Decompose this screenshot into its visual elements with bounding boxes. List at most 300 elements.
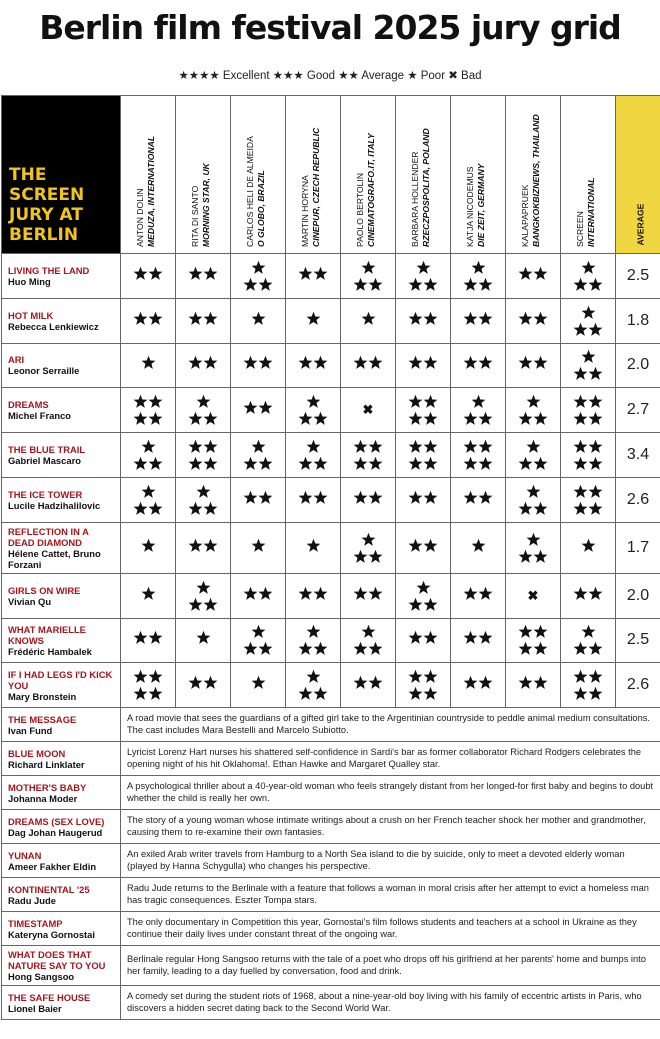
film-title: DREAMS (SEX LOVE) <box>8 815 105 827</box>
star-icon <box>580 623 597 640</box>
critic-score <box>341 298 396 343</box>
page-title: Berlin film festival 2025 jury grid <box>39 8 621 47</box>
average-score: 2.5 <box>616 254 660 299</box>
film-row <box>2 844 660 878</box>
critic-score <box>176 298 231 343</box>
star-icon <box>147 500 164 517</box>
star-icon <box>195 579 212 596</box>
film-director: Dag Johan Haugerud <box>8 826 103 838</box>
film-title: MOTHER'S BABY <box>8 781 87 793</box>
star-icon <box>360 623 377 640</box>
star-icon <box>587 500 604 517</box>
film-row <box>2 433 660 478</box>
star-icon <box>250 537 267 554</box>
star-icon <box>360 531 377 548</box>
critic-header <box>396 96 451 254</box>
star-icon <box>532 674 549 691</box>
star-icon <box>312 640 329 657</box>
critic-publication: BANGKOKBIZNEWS, THAILAND <box>530 114 541 247</box>
film-row <box>2 742 660 776</box>
star-icon <box>587 365 604 382</box>
film-title: THE ICE TOWER <box>8 488 83 500</box>
critic-score <box>286 254 341 299</box>
critic-score <box>451 298 506 343</box>
star-icon <box>360 259 377 276</box>
bad-icon: ✖ <box>362 402 374 418</box>
star-icon <box>367 276 384 293</box>
star-icon <box>587 393 604 410</box>
film-title: KONTINENTAL '25 <box>8 883 90 895</box>
film-row <box>2 663 660 708</box>
critic-score <box>286 618 341 663</box>
critic-score <box>286 663 341 708</box>
film-director: Vivian Qu <box>8 595 52 607</box>
film-title: TIMESTAMP <box>8 917 63 929</box>
star-icon <box>525 393 542 410</box>
star-icon <box>147 310 164 327</box>
film-row <box>2 254 660 299</box>
star-icon <box>367 585 384 602</box>
critic-score <box>231 388 286 433</box>
critic-score <box>341 433 396 478</box>
critic-score <box>286 433 341 478</box>
star-icon <box>580 259 597 276</box>
critic-score <box>396 663 451 708</box>
star-icon <box>140 354 157 371</box>
star-icon <box>532 500 549 517</box>
bad-icon: ✖ <box>527 587 539 603</box>
critic-score <box>121 618 176 663</box>
critic-score <box>451 433 506 478</box>
star-icon <box>580 537 597 554</box>
film-title: THE SAFE HOUSE <box>8 991 91 1003</box>
critic-score <box>506 388 561 433</box>
film-director: Leonor Serraille <box>8 365 80 377</box>
star-icon <box>422 354 439 371</box>
critic-score <box>506 618 561 663</box>
critic-score <box>561 522 616 573</box>
film-cell <box>2 343 121 388</box>
critic-score <box>121 477 176 522</box>
star-icon <box>532 354 549 371</box>
critic-score <box>506 477 561 522</box>
star-icon <box>587 685 604 702</box>
star-icon <box>257 489 274 506</box>
critic-score <box>561 298 616 343</box>
average-score: 1.7 <box>616 522 660 573</box>
critic-score <box>396 433 451 478</box>
film-director: Ameer Fakher Eldin <box>8 860 97 872</box>
star-icon <box>257 354 274 371</box>
critic-score <box>451 388 506 433</box>
star-icon <box>477 354 494 371</box>
critic-publication: INTERNATIONAL <box>585 177 596 247</box>
star-icon <box>202 410 219 427</box>
star-icon <box>367 548 384 565</box>
average-score: 3.4 <box>616 433 660 478</box>
star-icon <box>202 596 219 613</box>
critic-name: RITA DI SANTO <box>190 185 200 247</box>
star-icon <box>525 438 542 455</box>
film-cell <box>2 388 121 433</box>
star-icon <box>305 623 322 640</box>
star-icon <box>312 410 329 427</box>
critic-score <box>231 298 286 343</box>
critic-score <box>341 477 396 522</box>
star-icon <box>525 531 542 548</box>
star-icon <box>477 489 494 506</box>
star-icon <box>532 623 549 640</box>
film-title: THE BLUE TRAIL <box>8 444 86 456</box>
star-icon <box>477 585 494 602</box>
film-title: GIRLS ON WIRE <box>8 584 81 596</box>
star-icon <box>305 537 322 554</box>
film-director: Hong Sangsoo <box>8 971 75 983</box>
film-cell <box>2 573 121 618</box>
film-cell <box>2 708 121 742</box>
star-icon <box>422 489 439 506</box>
film-cell <box>2 946 121 986</box>
film-director: Gabriel Mascaro <box>8 455 81 467</box>
star-icon <box>147 265 164 282</box>
film-director: Frédéric Hambalek <box>8 645 92 657</box>
critic-publication: CINEPUR, CZECH REPUBLIC <box>310 127 321 247</box>
film-cell <box>2 776 121 810</box>
critic-name: SCREEN <box>575 211 585 247</box>
critic-name: MARTIN HORYNA <box>300 175 310 247</box>
film-director: Lionel Baier <box>8 1002 62 1014</box>
film-title: LIVING THE LAND <box>8 264 90 276</box>
critic-score <box>286 573 341 618</box>
star-icon <box>202 438 219 455</box>
film-cell <box>2 663 121 708</box>
critic-score <box>341 573 396 618</box>
star-icon <box>587 438 604 455</box>
star-icon <box>587 321 604 338</box>
film-title: DREAMS <box>8 399 49 411</box>
film-cell <box>2 522 121 573</box>
star-icon <box>305 310 322 327</box>
critic-score <box>561 477 616 522</box>
star-icon <box>202 500 219 517</box>
critic-score <box>231 663 286 708</box>
film-synopsis: Berlinale regular Hong Sangsoo returns with the tale of a poet who drops off his girlfriend at her parents' home and bumps into her family, leading to a day fuelled by conversation, food and drink. <box>121 946 660 986</box>
star-icon <box>422 393 439 410</box>
critic-score <box>451 618 506 663</box>
film-cell <box>2 618 121 663</box>
star-icon <box>532 640 549 657</box>
star-icon <box>422 276 439 293</box>
film-director: Michel Franco <box>8 410 72 422</box>
critic-score <box>231 522 286 573</box>
star-icon <box>147 393 164 410</box>
critic-score <box>176 343 231 388</box>
critic-name: KALAPAPRUEK <box>520 184 530 247</box>
critic-name: BARBARA HOLLENDER <box>410 151 420 247</box>
film-director: Richard Linklater <box>8 758 85 770</box>
star-icon <box>532 548 549 565</box>
film-cell <box>2 742 121 776</box>
star-icon <box>367 455 384 472</box>
critic-score <box>286 522 341 573</box>
film-row <box>2 912 660 946</box>
star-icon <box>422 668 439 685</box>
star-icon <box>305 438 322 455</box>
grid-body <box>2 254 660 1020</box>
film-cell <box>2 298 121 343</box>
critic-score <box>341 254 396 299</box>
star-icon <box>195 393 212 410</box>
critic-score <box>451 522 506 573</box>
film-title: WHAT MARIELLE KNOWS <box>8 623 86 646</box>
film-cell <box>2 912 121 946</box>
average-score: 2.7 <box>616 388 660 433</box>
critic-score <box>451 573 506 618</box>
star-icon <box>422 410 439 427</box>
star-icon <box>250 623 267 640</box>
average-score: 2.0 <box>616 343 660 388</box>
critic-score <box>506 433 561 478</box>
star-icon <box>415 259 432 276</box>
star-icon <box>477 674 494 691</box>
star-icon <box>587 640 604 657</box>
star-icon <box>250 259 267 276</box>
critic-score <box>341 343 396 388</box>
star-icon <box>580 348 597 365</box>
critic-score <box>506 573 561 618</box>
star-icon <box>367 674 384 691</box>
critic-score <box>561 388 616 433</box>
star-icon <box>477 310 494 327</box>
critic-score <box>396 573 451 618</box>
critic-score <box>506 343 561 388</box>
critic-score <box>286 388 341 433</box>
film-row <box>2 810 660 844</box>
film-row <box>2 343 660 388</box>
critic-score <box>286 343 341 388</box>
critic-header <box>451 96 506 254</box>
average-score: 2.0 <box>616 573 660 618</box>
film-director: Lucile Hadzihalilovic <box>8 499 101 511</box>
critic-score <box>561 573 616 618</box>
film-synopsis: A comedy set during the student riots of 1968, about a nine-year-old boy living with his family of eccentric artists in Paris, who discovers a hidden secret dating back to the Second World War. <box>121 986 660 1020</box>
critic-score <box>121 254 176 299</box>
critic-header <box>341 96 396 254</box>
critic-publication: CINEMATOGRAFO.IT, ITALY <box>365 133 376 247</box>
star-icon <box>312 265 329 282</box>
film-row <box>2 618 660 663</box>
critic-score <box>451 663 506 708</box>
film-row <box>2 986 660 1020</box>
film-synopsis: A psychological thriller about a 40-year-old woman who feels strangely distant from her longed-for first baby and begins to doubt whether the child is really her own. <box>121 776 660 810</box>
critic-score <box>176 618 231 663</box>
star-icon <box>202 310 219 327</box>
critic-header <box>561 96 616 254</box>
film-director: Ivan Fund <box>8 724 53 736</box>
film-row <box>2 388 660 433</box>
star-icon <box>250 310 267 327</box>
header-row <box>2 96 660 254</box>
star-icon <box>422 438 439 455</box>
critic-score <box>121 388 176 433</box>
star-icon <box>202 674 219 691</box>
film-synopsis: The only documentary in Competition this year, Gornostai's film follows students and teachers at a school in Ukraine as they continue their daily lives under constant threat of the ongoing war. <box>121 912 660 946</box>
critic-score <box>506 522 561 573</box>
star-icon <box>587 276 604 293</box>
star-icon <box>525 483 542 500</box>
film-synopsis: The story of a young woman whose intimate writings about a crush on her French teacher shock her mother and grandmother, causing them to re-examine their own fantasies. <box>121 810 660 844</box>
film-cell <box>2 878 121 912</box>
star-icon <box>257 399 274 416</box>
critic-score <box>176 663 231 708</box>
critic-score <box>396 343 451 388</box>
star-icon <box>367 354 384 371</box>
film-row <box>2 298 660 343</box>
critic-score <box>176 573 231 618</box>
average-score: 2.6 <box>616 477 660 522</box>
critic-name: KATJA NICODEMUS <box>465 166 475 247</box>
jury-grid <box>1 95 660 1020</box>
star-icon <box>422 310 439 327</box>
critic-publication: DIE ZEIT, GERMANY <box>475 163 486 247</box>
star-icon <box>477 276 494 293</box>
film-row <box>2 708 660 742</box>
critic-score <box>176 522 231 573</box>
critic-score <box>561 433 616 478</box>
film-row <box>2 522 660 573</box>
critic-score <box>451 477 506 522</box>
star-icon <box>202 265 219 282</box>
critic-score <box>231 477 286 522</box>
film-cell <box>2 477 121 522</box>
star-icon <box>422 629 439 646</box>
critic-score <box>451 343 506 388</box>
star-icon <box>587 455 604 472</box>
film-director: Kateryna Gornostai <box>8 928 96 940</box>
average-score: 1.8 <box>616 298 660 343</box>
star-icon <box>312 354 329 371</box>
film-synopsis: An exiled Arab writer travels from Hamburg to a North Sea island to die by suicide, only to meet a devoted elderly woman (played by Hanna Schygulla) who changes his perspective. <box>121 844 660 878</box>
star-icon <box>147 685 164 702</box>
star-icon <box>587 585 604 602</box>
film-director: Radu Jude <box>8 894 56 906</box>
critic-score <box>506 298 561 343</box>
film-cell <box>2 844 121 878</box>
critic-score <box>121 663 176 708</box>
film-row <box>2 878 660 912</box>
star-icon <box>140 438 157 455</box>
critic-score <box>176 433 231 478</box>
film-director: Johanna Moder <box>8 792 78 804</box>
film-director: Huo Ming <box>8 275 51 287</box>
star-icon <box>257 585 274 602</box>
film-title: REFLECTION IN A DEAD DIAMOND <box>8 525 89 548</box>
film-title: ARI <box>8 354 25 366</box>
star-icon <box>532 410 549 427</box>
critic-score <box>286 298 341 343</box>
critic-score <box>231 433 286 478</box>
star-icon <box>195 483 212 500</box>
critic-score <box>341 618 396 663</box>
star-icon <box>195 629 212 646</box>
star-icon <box>257 640 274 657</box>
critic-score <box>451 254 506 299</box>
average-score: 2.6 <box>616 663 660 708</box>
film-director: Rebecca Lenkiewicz <box>8 320 99 332</box>
star-icon <box>532 265 549 282</box>
critic-publication: MORNING STAR, UK <box>200 163 211 247</box>
film-director: Hélene Cattet, Bruno Forzani <box>8 547 101 570</box>
critic-score <box>341 663 396 708</box>
star-icon <box>587 668 604 685</box>
star-icon <box>477 438 494 455</box>
film-title: HOT MILK <box>8 309 54 321</box>
critic-score <box>121 433 176 478</box>
critic-score <box>121 522 176 573</box>
film-row <box>2 776 660 810</box>
film-title: WHAT DOES THAT NATURE SAY TO YOU <box>8 949 106 972</box>
star-icon <box>312 585 329 602</box>
critic-score <box>396 298 451 343</box>
critic-score <box>396 522 451 573</box>
star-icon <box>470 259 487 276</box>
film-row <box>2 477 660 522</box>
critic-publication: MEDUZA, INTERNATIONAL <box>145 135 156 247</box>
critic-publication: O GLOBO, BRAZIL <box>255 170 266 247</box>
star-icon <box>140 537 157 554</box>
star-icon <box>257 455 274 472</box>
star-icon <box>202 537 219 554</box>
critic-name: CARLOS HELI DE ALMEIDA <box>245 136 255 247</box>
star-icon <box>477 410 494 427</box>
critic-score <box>231 618 286 663</box>
critic-score <box>121 298 176 343</box>
average-label: AVERAGE <box>635 203 646 245</box>
film-title: THE MESSAGE <box>8 713 77 725</box>
film-director: Mary Bronstein <box>8 690 77 702</box>
film-cell <box>2 433 121 478</box>
critic-name: PAOLO BERTOLIN <box>355 172 365 247</box>
star-icon <box>532 310 549 327</box>
star-icon <box>147 668 164 685</box>
film-cell <box>2 986 121 1020</box>
star-icon <box>367 438 384 455</box>
critic-score <box>561 343 616 388</box>
star-icon <box>470 393 487 410</box>
film-row <box>2 573 660 618</box>
star-icon <box>140 483 157 500</box>
star-icon <box>477 455 494 472</box>
critic-score <box>561 618 616 663</box>
critic-header <box>286 96 341 254</box>
critic-score <box>396 254 451 299</box>
film-cell <box>2 254 121 299</box>
critic-score <box>506 663 561 708</box>
star-icon <box>360 310 377 327</box>
critic-score <box>231 254 286 299</box>
critic-score <box>231 343 286 388</box>
star-icon <box>147 410 164 427</box>
star-icon <box>470 537 487 554</box>
film-title: BLUE MOON <box>8 747 66 759</box>
star-icon <box>312 455 329 472</box>
critic-header <box>176 96 231 254</box>
film-cell <box>2 810 121 844</box>
critic-score <box>121 343 176 388</box>
film-title: YUNAN <box>8 849 42 861</box>
critic-score <box>561 254 616 299</box>
critic-score <box>176 388 231 433</box>
